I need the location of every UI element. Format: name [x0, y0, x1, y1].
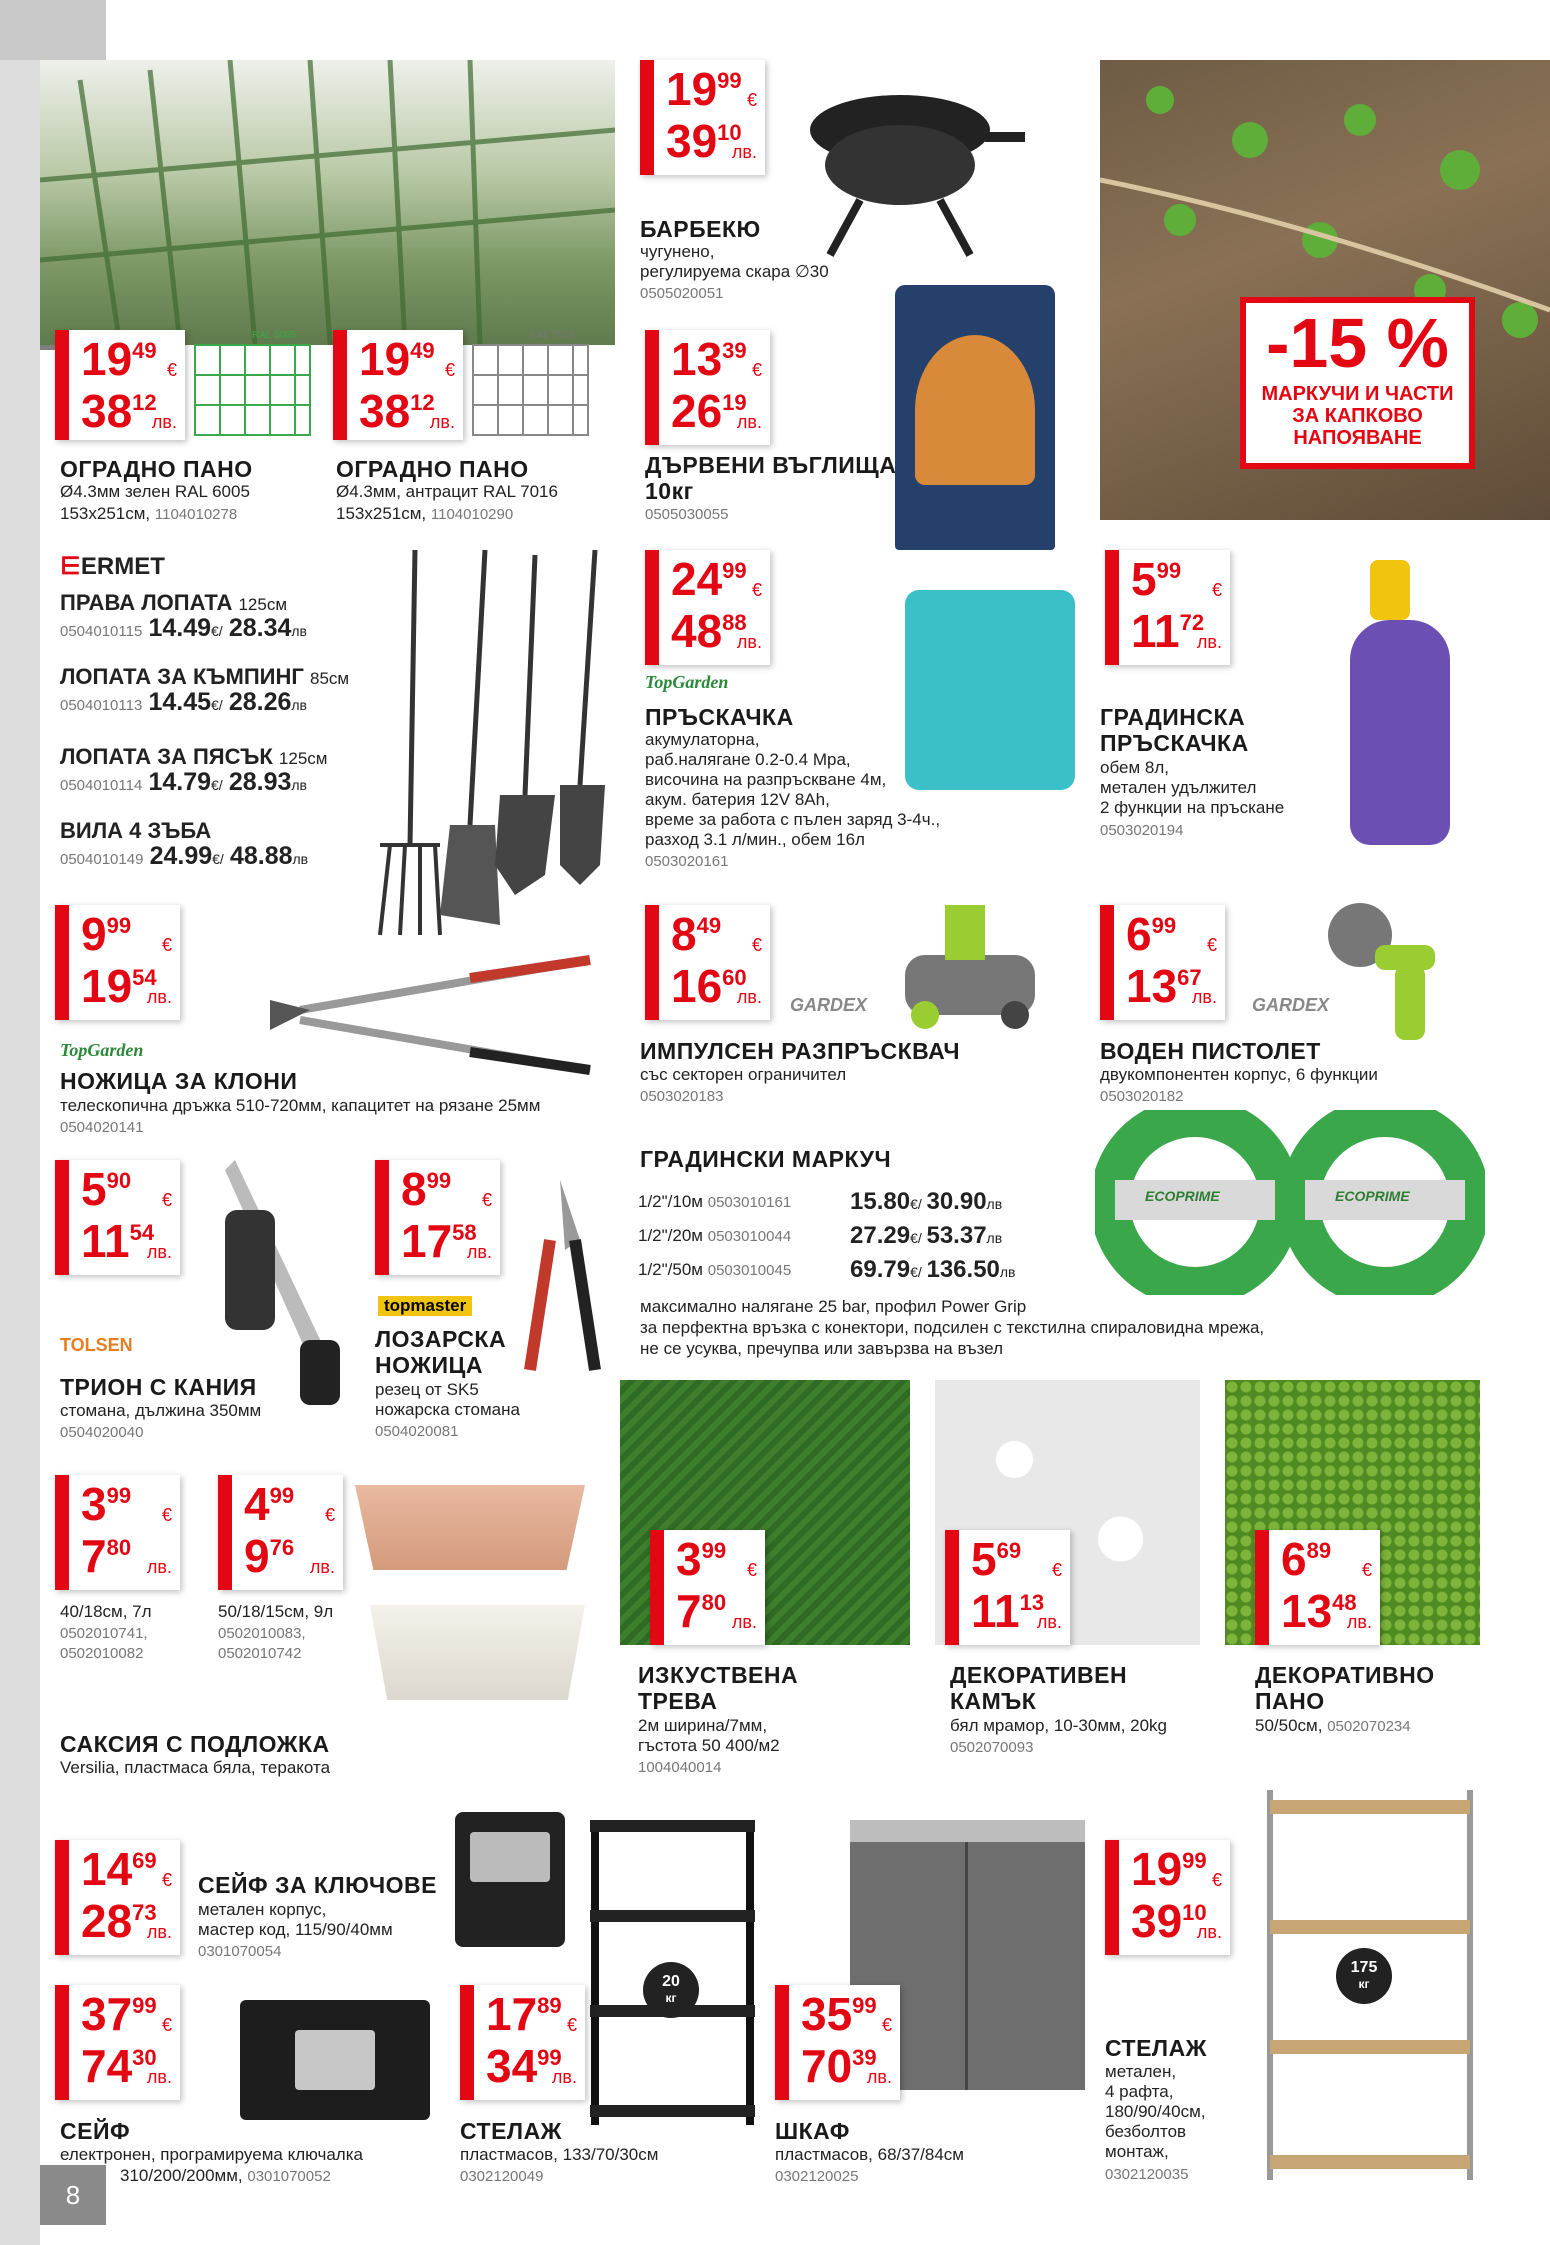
fence2-desc: Ø4.3мм, антрацит RAL 7016 [336, 482, 558, 501]
price-tag-gardensprayer: 599 € 1172 лв. [1105, 550, 1230, 665]
topmaster-logo: topmaster [378, 1296, 472, 1316]
charcoal-bag-image [895, 285, 1055, 550]
gardensprayer-image [1340, 560, 1460, 850]
sprayer-title: ПРЪСКАЧКА [645, 704, 794, 730]
gardensprayer-desc: 2 функции на пръскане [1100, 798, 1285, 817]
pruner-desc: ножарска стомана [375, 1400, 520, 1419]
keysafe-desc: мастер код, 115/90/40мм [198, 1920, 393, 1939]
fence2-size: 153х251см, 1104010290 [336, 504, 514, 523]
weight-badge-175: 175 кг [1336, 1948, 1392, 2004]
shovel-item: ВИЛА 4 ЗЪБА [60, 818, 212, 843]
pruner-desc: резец от SK5 [375, 1380, 479, 1399]
fence2-image [468, 330, 593, 440]
panel-desc: 50/50см, 0502070234 [1255, 1716, 1411, 1735]
gardensprayer-desc: обем 8л, [1100, 758, 1169, 777]
grass-desc: 2м ширина/7мм, [638, 1716, 768, 1735]
keysafe-title: СЕЙФ ЗА КЛЮЧОВЕ [198, 1872, 438, 1898]
shelf1-code: 0302120049 [460, 2168, 544, 2185]
promo-badge [1240, 297, 1475, 469]
side-corner [0, 0, 106, 60]
stone-desc: бял мрамор, 10-30мм, 20kg [950, 1716, 1168, 1735]
price-tag-safe: 3799 € 7430 лв. [55, 1985, 180, 2100]
pot1-code: 0502010082 [60, 1645, 144, 1662]
bbq-desc: чугунено, [640, 242, 715, 261]
grass-code: 1004040014 [638, 1759, 722, 1776]
lopper-title: НОЖИЦА ЗА КЛОНИ [60, 1068, 298, 1094]
hose-row: 1/2"/10м 0503010161 [638, 1192, 792, 1211]
fence1-image [190, 330, 315, 440]
hose-row-price: 27.29€/ 53.37лв [850, 1222, 1003, 1249]
shelf2-desc: 180/90/40см, [1105, 2102, 1206, 2121]
pot2-code: 0502010742 [218, 1645, 302, 1662]
safe-size: 310/200/200мм, 0301070052 [120, 2166, 331, 2185]
sprayer-desc: разход 3.1 л/мин., обем 16л [645, 830, 865, 849]
panel-title: ПАНО [1255, 1688, 1325, 1714]
promo-percent: -15 % [1266, 304, 1449, 382]
fence-photo [40, 60, 615, 345]
gardex-logo: GARDEX [1252, 995, 1330, 1015]
shelf2-desc: метален, [1105, 2062, 1177, 2081]
topgarden-logo: TopGarden [60, 1040, 144, 1060]
gun-code: 0503020182 [1100, 1088, 1184, 1105]
charcoal-code: 0505030055 [645, 506, 729, 523]
page-number: 8 [40, 2165, 106, 2225]
bbq-title: БАРБЕКЮ [640, 216, 761, 242]
hose-row: 1/2"/50м 0503010045 [638, 1260, 792, 1279]
pruner-title: ЛОЗАРСКА [375, 1326, 507, 1352]
topgarden-logo: TopGarden [645, 672, 729, 692]
bbq-image [800, 70, 1030, 260]
impulse-sprinkler-image [885, 895, 1055, 1030]
price-tag-sprayer: 2499 € 4888 лв. [645, 550, 770, 665]
impulse-desc: със секторен ограничител [640, 1065, 847, 1084]
price-tag-shelf2: 1999 € 3910 лв. [1105, 1840, 1230, 1955]
price-tag-pruner: 899 € 1758 лв. [375, 1160, 500, 1275]
keysafe-image [455, 1812, 565, 1947]
stone-title: ДЕКОРАТИВЕН [950, 1662, 1128, 1688]
shovel-item-price: 0504010149 24.99€/ 48.88лв [60, 842, 309, 870]
sprayer-desc: време за работа с пълен заряд 3-4ч., [645, 810, 941, 829]
impulse-code: 0503020183 [640, 1088, 724, 1105]
pots-desc: Versilia, пластмаса бяла, теракота [60, 1758, 331, 1777]
hose-desc: максимално налягане 25 bar, профил Power Grip [640, 1297, 1027, 1316]
price-tag-stone: 569 € 1113 лв. [945, 1530, 1070, 1645]
sprayer-desc: акум. батерия 12V 8Ah, [645, 790, 830, 809]
water-gun-image [1320, 895, 1450, 1045]
saw-title: ТРИОН С КАНИЯ [60, 1374, 257, 1400]
gun-desc: двукомпонентен корпус, 6 функции [1100, 1065, 1378, 1084]
charcoal-weight: 10кг [645, 478, 694, 504]
gardex-logo: GARDEX [790, 995, 868, 1015]
hose-label: ECOPRIME [1335, 1188, 1410, 1204]
hose-desc: за перфектна връзка с конектори, подсилен с текстилна спираловидна мрежа, [640, 1318, 1265, 1337]
price-tag-fence1: 1949 € 3812 лв. [55, 330, 185, 440]
hose-row: 1/2"/20м 0503010044 [638, 1226, 792, 1245]
bbq-desc: регулируема скара ∅30 [640, 262, 829, 281]
weight-badge-20: 20 кг [643, 1962, 699, 2018]
hose-desc: не се усуква, пречупва или завързва на възел [640, 1339, 1003, 1358]
price-tag-panel: 689 € 1348 лв. [1255, 1530, 1380, 1645]
lopper-image [270, 940, 600, 1080]
cabinet-desc: пластмасов, 68/37/84см [775, 2145, 964, 2164]
sprayer-desc: акумулаторна, [645, 730, 760, 749]
fence1-desc: Ø4.3мм зелен RAL 6005 [60, 482, 250, 501]
hose-image [1095, 1110, 1485, 1295]
grass-title: ИЗКУСТВЕНА [638, 1662, 799, 1688]
shelf2-desc: монтаж, [1105, 2142, 1169, 2161]
price-tag-cabinet: 3599 € 7039 лв. [775, 1985, 900, 2100]
sprayer-desc: височина на разпръскване 4м, [645, 770, 887, 789]
hose-row-price: 69.79€/ 136.50лв [850, 1256, 1016, 1283]
grass-desc: гъстота 50 400/м2 [638, 1736, 780, 1755]
fence1-ral-tag: RAL 6005 [252, 330, 297, 341]
saw-image [205, 1150, 365, 1410]
pruner-image [520, 1180, 610, 1380]
fence2-title: ОГРАДНО ПАНО [336, 456, 529, 482]
price-tag-pot2: 499 € 976 лв. [218, 1475, 343, 1590]
pot1-desc: 40/18см, 7л [60, 1602, 152, 1621]
saw-desc: стомана, дължина 350мм [60, 1401, 262, 1420]
shovels-image [370, 535, 620, 945]
gun-title: ВОДЕН ПИСТОЛЕТ [1100, 1038, 1321, 1064]
keysafe-code: 0301070054 [198, 1943, 282, 1960]
cabinet-title: ШКАФ [775, 2118, 850, 2144]
shelf2-title: СТЕЛАЖ [1105, 2035, 1207, 2061]
grass-title: ТРЕВА [638, 1688, 718, 1714]
stone-title: КАМЪК [950, 1688, 1037, 1714]
tolsen-logo: TOLSEN [60, 1335, 133, 1355]
lopper-code: 0504020141 [60, 1119, 144, 1136]
safe-image [240, 2000, 430, 2120]
gardensprayer-desc: метален удължител [1100, 778, 1257, 797]
safe-title: СЕЙФ [60, 2118, 131, 2144]
gardensprayer-code: 0503020194 [1100, 822, 1184, 839]
hose-label: ECOPRIME [1145, 1188, 1220, 1204]
sprayer-code: 0503020161 [645, 853, 729, 870]
price-tag-grass: 399 € 780 лв. [650, 1530, 765, 1645]
charcoal-title: ДЪРВЕНИ ВЪГЛИЩА [645, 452, 897, 478]
bbq-code: 0505020051 [640, 285, 724, 302]
fence-wire-graphic [40, 60, 615, 345]
lopper-desc: телескопична дръжка 510-720мм, капацитет на рязане 25мм [60, 1096, 541, 1115]
fence2-ral-tag: RAL 7016 [530, 330, 575, 341]
price-tag-lopper: 999 € 1954 лв. [55, 905, 180, 1020]
shovel-item-price: 0504010114 14.79€/ 28.93лв [60, 768, 307, 796]
pot2-code: 0502010083, [218, 1625, 306, 1642]
shovel-item-price: 0504010113 14.45€/ 28.26лв [60, 688, 307, 716]
price-tag-bbq: 1999 € 3910 лв. [640, 60, 765, 175]
price-tag-charcoal: 1339 € 2619 лв. [645, 330, 770, 445]
impulse-title: ИМПУЛСЕН РАЗПРЪСКВАЧ [640, 1038, 961, 1064]
shelf2-code: 0302120035 [1105, 2166, 1189, 2183]
fence1-size: 153х251см, 1104010278 [60, 504, 238, 523]
price-tag-keysafe: 1469 € 2873 лв. [55, 1840, 180, 1955]
pot-terracotta-image [355, 1485, 585, 1570]
shelf1-desc: пластмасов, 133/70/30см [460, 2145, 659, 2164]
pot1-code: 0502010741, [60, 1625, 148, 1642]
price-tag-fence2: 1949 € 3812 лв. [333, 330, 463, 440]
stone-code: 0502070093 [950, 1739, 1034, 1756]
shelf2-desc: 4 рафта, [1105, 2082, 1174, 2101]
price-tag-saw: 590 € 1154 лв. [55, 1160, 180, 1275]
shovel-item: ЛОПАТА ЗА ПЯСЪК 125см [60, 744, 328, 769]
ermet-logo: ⋿ERMET [60, 553, 165, 580]
panel-title: ДЕКОРАТИВНО [1255, 1662, 1435, 1688]
pruner-title: НОЖИЦА [375, 1352, 483, 1378]
hose-title: ГРАДИНСКИ МАРКУЧ [640, 1146, 892, 1172]
pot2-desc: 50/18/15см, 9л [218, 1602, 334, 1621]
price-tag-pot1: 399 € 780 лв. [55, 1475, 180, 1590]
price-tag-gun: 699 € 1367 лв. [1100, 905, 1225, 1020]
gardensprayer-title: ПРЪСКАЧКА [1100, 730, 1249, 756]
safe-desc: електронен, програмируема ключалка [60, 2145, 363, 2164]
keysafe-desc: метален корпус, [198, 1900, 327, 1919]
gardensprayer-title: ГРАДИНСКА [1100, 704, 1246, 730]
shovel-item: ЛОПАТА ЗА КЪМПИНГ 85см [60, 664, 350, 689]
pruner-code: 0504020081 [375, 1423, 459, 1440]
fence1-title: ОГРАДНО ПАНО [60, 456, 253, 482]
sprayer-desc: раб.налягане 0.2-0.4 Mpa, [645, 750, 851, 769]
cabinet-code: 0302120025 [775, 2168, 859, 2185]
price-tag-shelf1: 1789 € 3499 лв. [460, 1985, 585, 2100]
shovel-item-price: 0504010115 14.49€/ 28.34лв [60, 614, 307, 642]
shovel-item: ПРАВА ЛОПАТА 125см [60, 590, 288, 615]
saw-code: 0504020040 [60, 1424, 144, 1441]
pot-white-image [370, 1605, 585, 1700]
hose-row-price: 15.80€/ 30.90лв [850, 1188, 1003, 1215]
shelf2-desc: безболтов [1105, 2122, 1187, 2141]
shelf1-title: СТЕЛАЖ [460, 2118, 562, 2144]
pots-title: САКСИЯ С ПОДЛОЖКА [60, 1731, 330, 1757]
sprayer-image [905, 590, 1075, 790]
promo-text: МАРКУЧИ И ЧАСТИ ЗА КАПКОВО НАПОЯВАНЕ [1261, 383, 1454, 449]
price-tag-impulse: 849 € 1660 лв. [645, 905, 770, 1020]
side-strip [0, 60, 40, 2245]
